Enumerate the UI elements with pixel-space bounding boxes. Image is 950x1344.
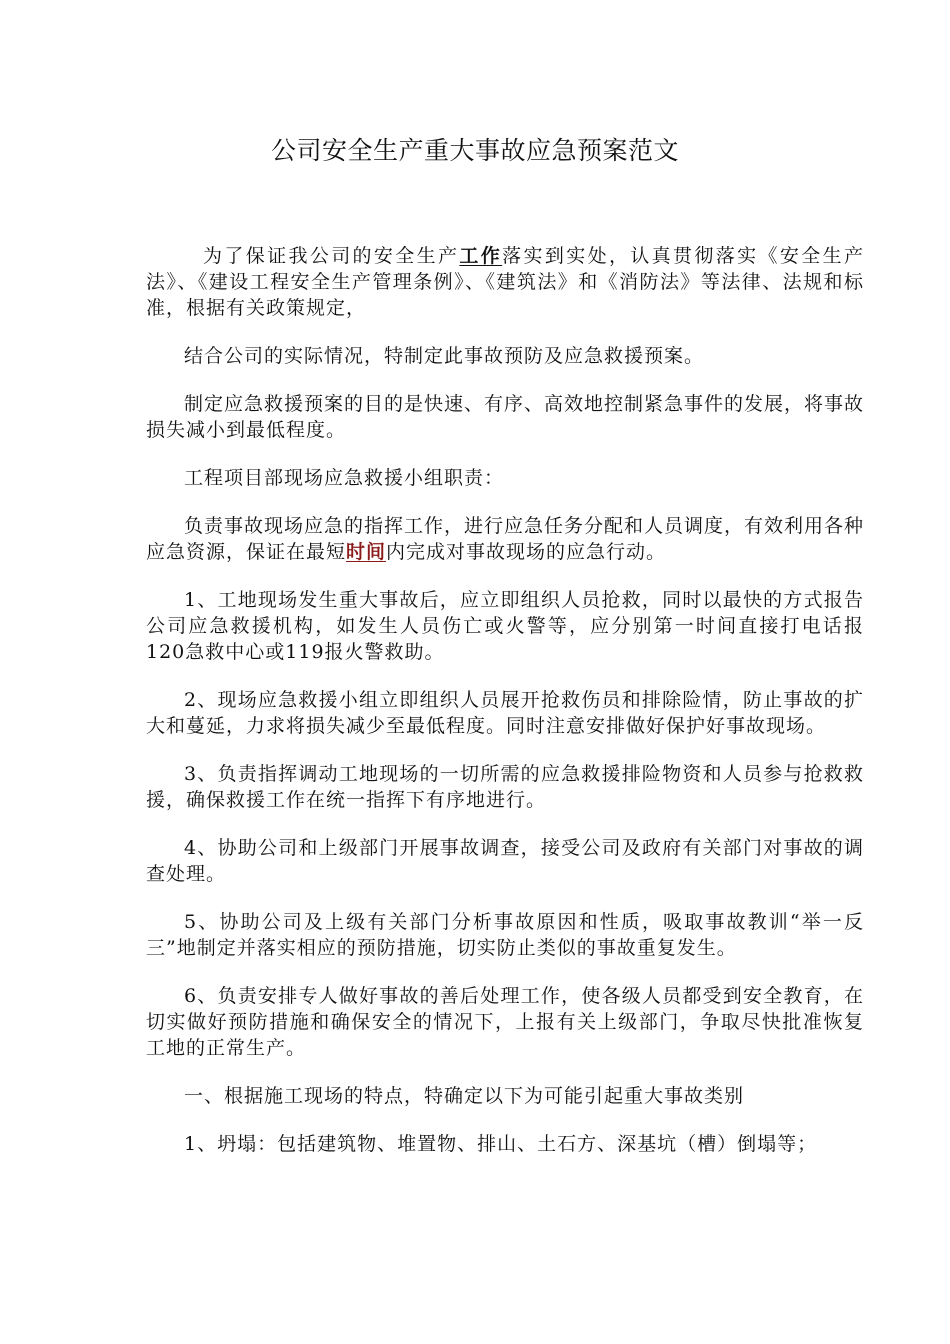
document-body [146,243,864,1179]
paragraph-intro-text-after: 落实到实处，认真贯彻落实《安全生产法》、《建设工程安全生产管理条例》、《建筑法》和《消防法》等法律、法规和标准，根据有关政策规定， [146,245,864,319]
paragraph-item-3: 3、负责指挥调动工地现场的一切所需的应急救援排险物资和人员参与抢救救援，确保救援工作在统一指挥下有序地进行。 [146,763,864,811]
paragraph-command-text-before: 负责事故现场应急的指挥工作，进行应急任务分配和人员调度，有效利用各种应急资源，保证在最短 [146,515,865,563]
document-title: 公司安全生产重大事故应急预案范文 [270,136,679,165]
paragraph-item-6: 6、负责安排专人做好事故的善后处理工作，使各级人员都受到安全教育，在切实做好预防措施和确保安全的情况下，上报有关上级部门，争取尽快批准恢复工地的正常生产。 [146,985,864,1059]
paragraph-intro-text-before: 为了保证我公司的安全生产 [203,245,460,267]
paragraph-section-1-heading: 一、根据施工现场的特点，特确定以下为可能引起重大事故类别 [184,1085,745,1107]
paragraph-item-2: 2、现场应急救援小组立即组织人员展开抢救伤员和排除险情，防止事故的扩大和蔓延，力求将损失减少至最低程度。同时注意安排做好保护好事故现场。 [146,689,864,737]
paragraph-command-text-after: 内完成对事故现场的应急行动。 [386,541,667,563]
time-link[interactable]: 时间 [346,541,387,563]
paragraph-item-5: 5、协助公司及上级有关部门分析事故原因和性质，吸取事故教训“举一反三”地制定并落实相应的预防措施，切实防止类似的事故重复发生。 [146,911,864,959]
paragraph-company-situation: 结合公司的实际情况，特制定此事故预防及应急救援预案。 [184,345,705,367]
paragraph-item-4: 4、协助公司和上级部门开展事故调查，接受公司及政府有关部门对事故的调查处理。 [146,837,864,885]
paragraph-item-1: 1、工地现场发生重大事故后，应立即组织人员抢救，同时以最快的方式报告公司应急救援机构，如发生人员伤亡或火警等，应分别第一时间直接打电话报120急救中心或119报火警救助。 [146,589,864,663]
paragraph-plan-purpose: 制定应急救援预案的目的是快速、有序、高效地控制紧急事件的发展，将事故损失减小到最低程度。 [146,393,865,441]
paragraph-collapse-category: 1、坍塌：包括建筑物、堆置物、排山、土石方、深基坑（槽）倒塌等； [184,1133,818,1155]
paragraph-intro [146,243,864,321]
paragraph-team-duties-heading: 工程项目部现场应急救援小组职责： [184,467,505,489]
paragraph-command-duty [146,513,864,565]
work-link[interactable]: 工作 [459,245,503,267]
